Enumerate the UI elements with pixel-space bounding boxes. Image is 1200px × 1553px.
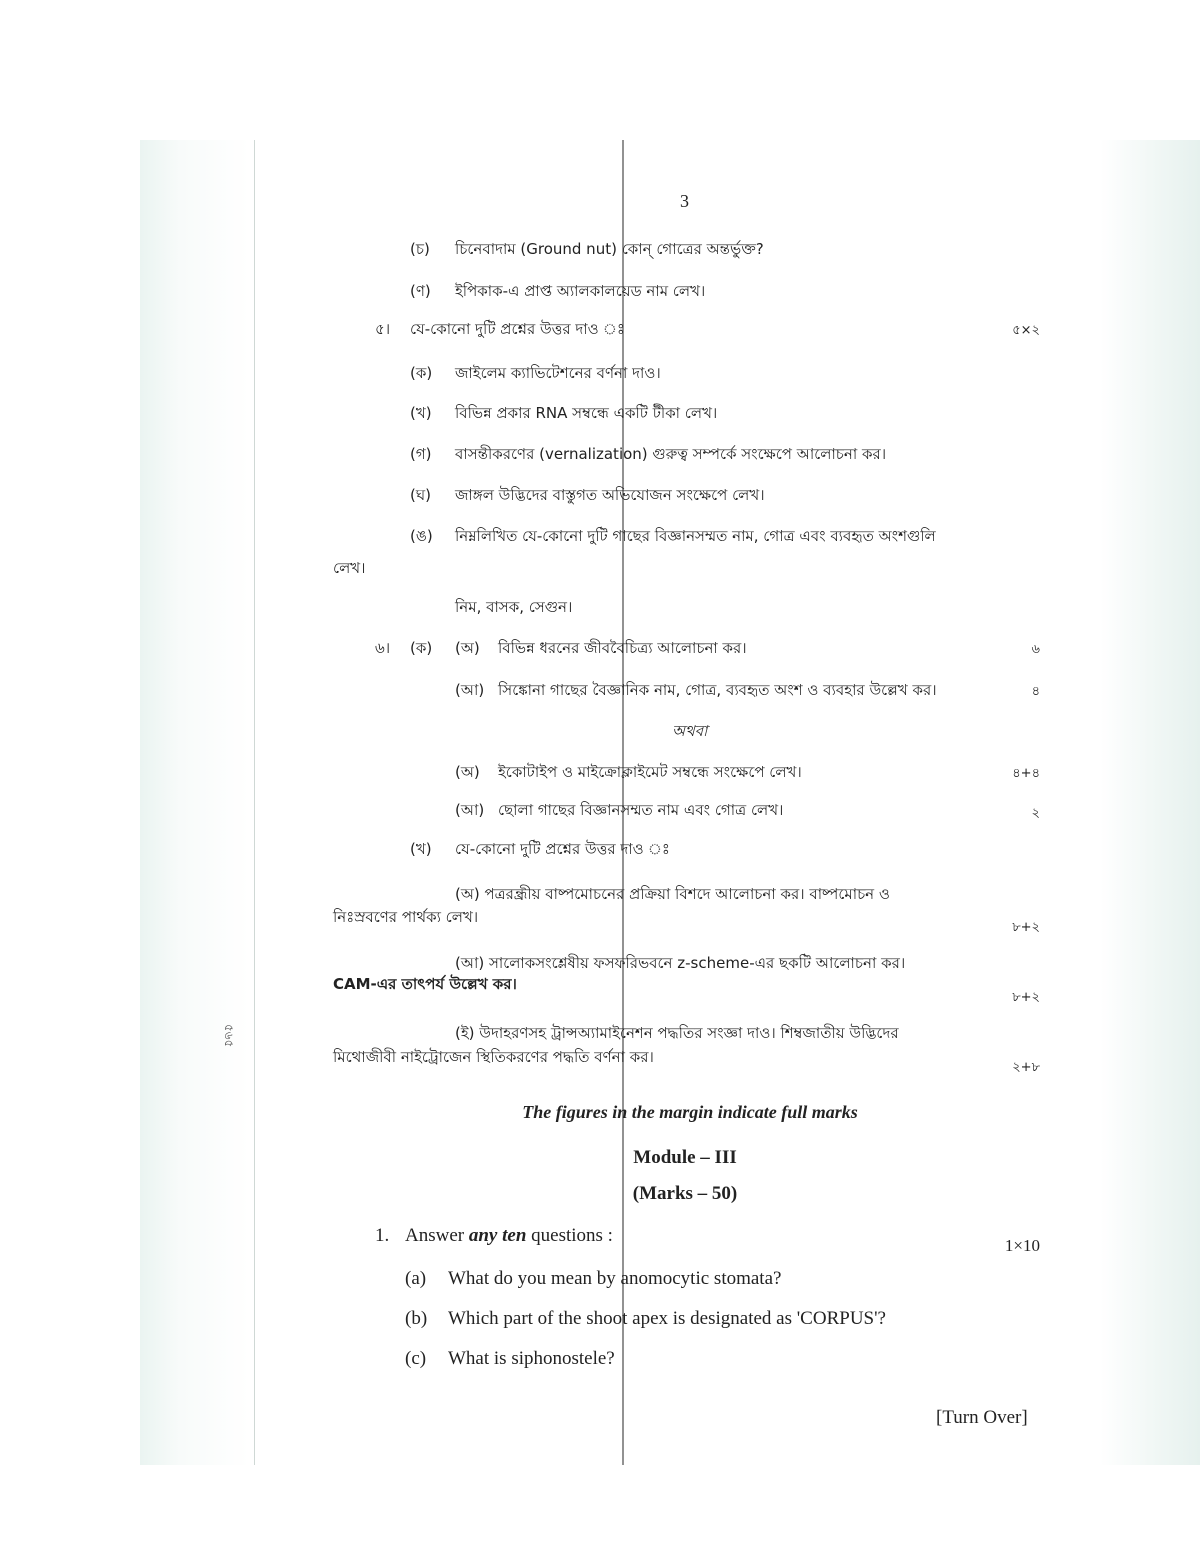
item-label: (b)	[405, 1308, 428, 1329]
question-prompt: যে-কোনো দুটি প্রশ্নের উত্তর দাও ঃ	[410, 320, 625, 338]
item-label: (ঙ)	[410, 527, 433, 545]
item-text: বিভিন্ন প্রকার RNA সম্বন্ধে একটি টীকা লেখ।	[455, 404, 718, 422]
module-title: Module – III	[633, 1147, 737, 1168]
item-label: (a)	[405, 1268, 427, 1289]
marks: ৪	[1031, 684, 1040, 699]
item-text: ইপিকাক-এ প্রাপ্ত অ্যালকালয়েড নাম লেখ।	[455, 282, 706, 300]
sub-text: (অ) পত্ররন্ধ্রীয় বাষ্পমোচনের প্রক্রিয়া বিশদে আলোচনা কর। বাষ্পমোচন ও	[455, 885, 890, 903]
item-label: (ক)	[410, 364, 433, 382]
item-label: (চ)	[410, 240, 430, 258]
marks: ২+৮	[1012, 1060, 1040, 1075]
marks: ২	[1031, 806, 1040, 821]
question-prompt: Answer any ten questions :	[405, 1225, 613, 1246]
or-label: অথবা	[672, 722, 708, 740]
marks: ৫×২	[1012, 323, 1040, 338]
item-text: জাইলেম ক্যাভিটেশনের বর্ণনা দাও।	[455, 364, 661, 382]
sub-text-continued: নিঃস্রবণের পার্থক্য লেখ।	[333, 908, 479, 926]
sub-label: (আ)	[455, 681, 485, 699]
item-text: What is siphonostele?	[448, 1348, 615, 1369]
item-text: What do you mean by anomocytic stomata?	[448, 1268, 782, 1289]
sub-text: (আ) সালোকসংশ্লেষীয় ফসফরিভবনে z-scheme-এর ছকটি আলোচনা কর।	[455, 954, 906, 972]
item-label: (ঘ)	[410, 486, 431, 504]
sub-label: (অ)	[455, 763, 480, 781]
side-code: ৫৬৫	[222, 1024, 236, 1048]
item-label: (c)	[405, 1348, 427, 1369]
page-number: 3	[680, 191, 689, 211]
sub-text: (ই) উদাহরণসহ ট্রান্সঅ্যামাইনেশন পদ্ধতির সংজ্ঞা দাও। শিম্বজাতীয় উদ্ভিদের	[455, 1024, 899, 1042]
marks: ৪+৪	[1012, 766, 1040, 781]
sub-text: ছোলা গাছের বিজ্ঞানসম্মত নাম এবং গোত্র লেখ।	[498, 801, 784, 819]
item-text: নিম্নলিখিত যে-কোনো দুটি গাছের বিজ্ঞানসম্মত নাম, গোত্র এবং ব্যবহৃত অংশগুলি	[455, 527, 936, 545]
item-label: (ণ)	[410, 282, 431, 300]
module-marks: (Marks – 50)	[632, 1183, 738, 1204]
sub-text: বিভিন্ন ধরনের জীববৈচিত্র্য আলোচনা কর।	[498, 639, 747, 657]
left-margin-line	[254, 140, 255, 1465]
item-label: (খ)	[410, 404, 432, 422]
sub-label: (আ)	[455, 801, 485, 819]
sub-text-continued: মিথোজীবী নাইট্রোজেন স্থিতিকরণের পদ্ধতি বর্ণনা কর।	[333, 1048, 654, 1066]
sub-text: সিঙ্কোনা গাছের বৈজ্ঞানিক নাম, গোত্র, ব্যবহৃত অংশ ও ব্যবহার উল্লেখ কর।	[498, 681, 937, 699]
part-label: (খ)	[410, 840, 432, 858]
marks: ৬	[1031, 642, 1040, 657]
margin-note: The figures in the margin indicate full marks	[522, 1102, 858, 1122]
marks: 1×10	[1004, 1236, 1040, 1255]
item-text-continued: লেখ।	[333, 559, 366, 577]
question-number: ৬।	[375, 639, 391, 657]
item-text: বাসন্তীকরণের (vernalization) গুরুত্ব সম্পর্কে সংক্ষেপে আলোচনা কর।	[455, 445, 887, 463]
item-text: Which part of the shoot apex is designated as 'CORPUS'?	[448, 1308, 886, 1329]
question-number: 1.	[375, 1225, 390, 1246]
sub-text: ইকোটাইপ ও মাইক্রোক্লাইমেট সম্বন্ধে সংক্ষেপে লেখ।	[498, 763, 802, 781]
item-extra: নিম, বাসক, সেগুন।	[455, 598, 573, 616]
item-label: (গ)	[410, 445, 432, 463]
marks: ৮+২	[1012, 990, 1040, 1005]
turn-over-label: [Turn Over]	[936, 1407, 1028, 1428]
question-number: ৫।	[375, 320, 391, 338]
marks: ৮+২	[1012, 920, 1040, 935]
part-label: (ক)	[410, 639, 433, 657]
item-text: চিনেবাদাম (Ground nut) কোন্ গোত্রের অন্তর্ভুক্ত?	[455, 240, 764, 258]
sub-text-continued: CAM-এর তাৎপর্য উল্লেখ কর।	[333, 975, 517, 993]
part-prompt: যে-কোনো দুটি প্রশ্নের উত্তর দাও ঃ	[455, 840, 670, 858]
item-text: জাঙ্গল উদ্ভিদের বাস্তুগত অভিযোজন সংক্ষেপে লেখ।	[455, 486, 765, 504]
sub-label: (অ)	[455, 639, 480, 657]
